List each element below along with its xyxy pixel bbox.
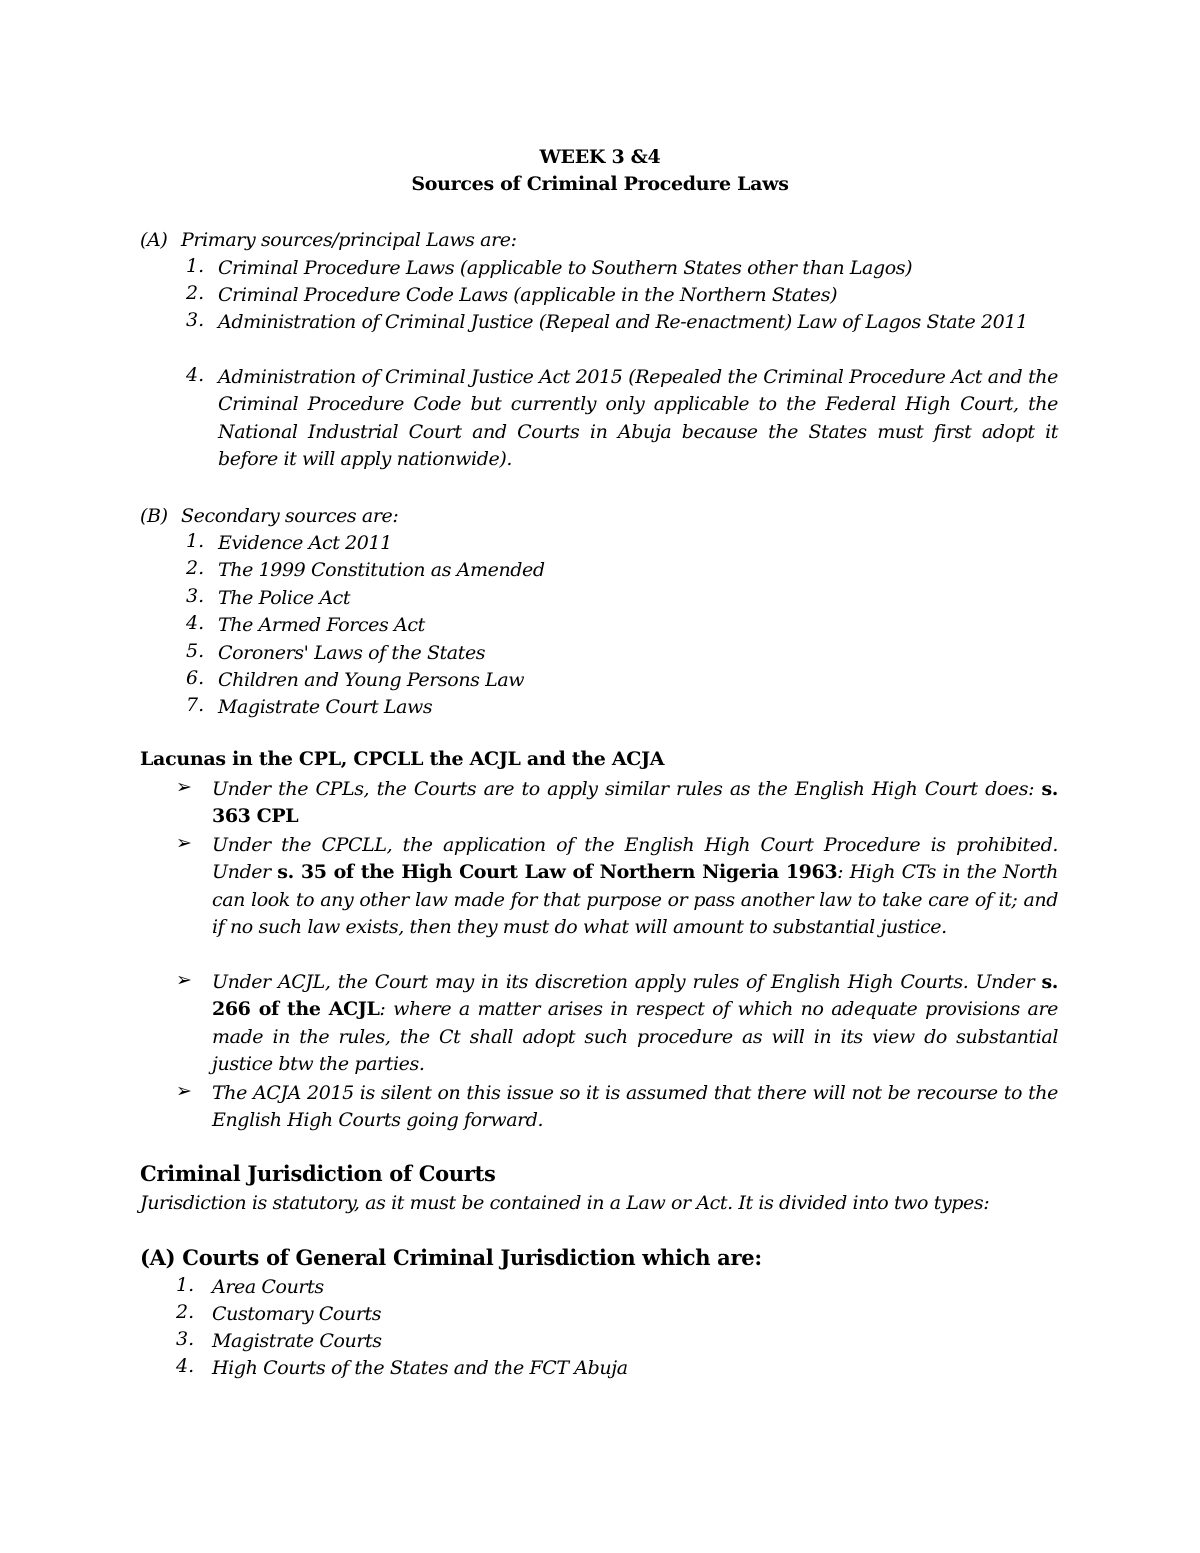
lacuna-text: : where a matter arises in respect of which no adequate provisions are made in the rules, the Ct shall adopt such procedure as will in its view do substantial justice btw the parties.: [212, 998, 1058, 1075]
lacuna-text: Under ACJL, the Court may in its discretion apply rules of English High Courts. Under: [212, 971, 1035, 993]
general-num: 3.: [176, 1328, 195, 1350]
arrow-bullet-icon: ➢: [176, 1080, 192, 1102]
secondary-num: 1.: [186, 530, 205, 552]
secondary-num: 2.: [186, 557, 205, 579]
lacuna-text: Under the CPLs, the Courts are to apply similar rules as the English High Court does:: [212, 778, 1035, 800]
lacuna-bullet: [212, 776, 1058, 831]
jurisdiction-intro: Jurisdiction is statutory, as it must be contained in a Law or Act. It is divided into two types:: [140, 1192, 990, 1214]
secondary-num: 5.: [186, 640, 205, 662]
lacuna-text: Under the CPCLL, the application of the English High Court Procedure is prohibited. Under: [212, 834, 1058, 884]
page-title: Sources of Criminal Procedure Laws: [411, 173, 789, 195]
general-item: Area Courts: [212, 1276, 324, 1298]
jurisdiction-heading: Criminal Jurisdiction of Courts: [140, 1161, 496, 1186]
secondary-item: Magistrate Court Laws: [218, 696, 433, 718]
secondary-item: Children and Young Persons Law: [218, 669, 525, 691]
lacuna-bullet: [212, 969, 1058, 1078]
secondary-item: The 1999 Constitution as Amended: [218, 559, 545, 581]
secondary-label: (B): [140, 505, 168, 527]
general-item: High Courts of the States and the FCT Abuja: [212, 1357, 628, 1379]
primary-num-4: 4.: [186, 364, 205, 386]
lacuna-ref: s. 363 CPL: [212, 778, 1059, 828]
arrow-bullet-icon: ➢: [176, 776, 192, 798]
lacuna-bullet: [212, 1080, 1058, 1135]
arrow-bullet-icon: ➢: [176, 969, 192, 991]
secondary-item: The Armed Forces Act: [218, 614, 425, 636]
primary-item: Criminal Procedure Code Laws (applicable in the Northern States): [218, 284, 838, 306]
lacuna-ref: s. 266 of the ACJL: [212, 971, 1059, 1021]
secondary-item: The Police Act: [218, 587, 351, 609]
secondary-item: Coroners' Laws of the States: [218, 642, 486, 664]
general-num: 2.: [176, 1301, 195, 1323]
primary-intro: Primary sources/principal Laws are:: [181, 229, 517, 251]
secondary-intro: Secondary sources are:: [181, 505, 399, 527]
lacuna-bullet: [212, 832, 1058, 941]
primary-label: (A): [140, 229, 168, 251]
primary-item: Criminal Procedure Laws (applicable to Southern States other than Lagos): [218, 257, 913, 279]
general-heading: (A) Courts of General Criminal Jurisdiction which are:: [140, 1245, 762, 1270]
secondary-num: 3.: [186, 585, 205, 607]
primary-item: Administration of Criminal Justice Act 2015 (Repealed the Criminal Procedure Act and the Criminal Procedure Code but currently only applicable to the Federal High Court, the National Industrial Court and Courts in Abuja because the States must first adopt it before it will apply nationwide).: [218, 366, 1058, 470]
secondary-num: 7.: [186, 694, 205, 716]
primary-num-3: 3.: [186, 309, 205, 331]
lacuna-ref: s. 35 of the High Court Law of Northern Nigeria 1963: [277, 861, 838, 884]
arrow-bullet-icon: ➢: [176, 832, 192, 854]
primary-num-1: 1.: [186, 255, 205, 277]
general-num: 4.: [176, 1355, 195, 1377]
week-label: WEEK 3 &4: [539, 146, 661, 168]
secondary-num: 4.: [186, 612, 205, 634]
general-item: Customary Courts: [212, 1303, 382, 1325]
primary-num-2: 2.: [186, 282, 205, 304]
secondary-item: Evidence Act 2011: [218, 532, 392, 554]
primary-item: Administration of Criminal Justice (Repeal and Re-enactment) Law of Lagos State 2011: [218, 311, 1028, 333]
lacuna-text: : High CTs in the North can look to any other law made for that purpose or pass another law to take care of it; and if no such law exists, then they must do what will amount to substantial justice.: [212, 861, 1059, 938]
lacunas-heading: Lacunas in the CPL, CPCLL the ACJL and the ACJA: [140, 748, 665, 770]
general-num: 1.: [176, 1274, 195, 1296]
general-item: Magistrate Courts: [212, 1330, 382, 1352]
lacuna-text: The ACJA 2015 is silent on this issue so it is assumed that there will not be recourse to the English High Courts going forward.: [212, 1082, 1058, 1132]
secondary-num: 6.: [186, 667, 205, 689]
